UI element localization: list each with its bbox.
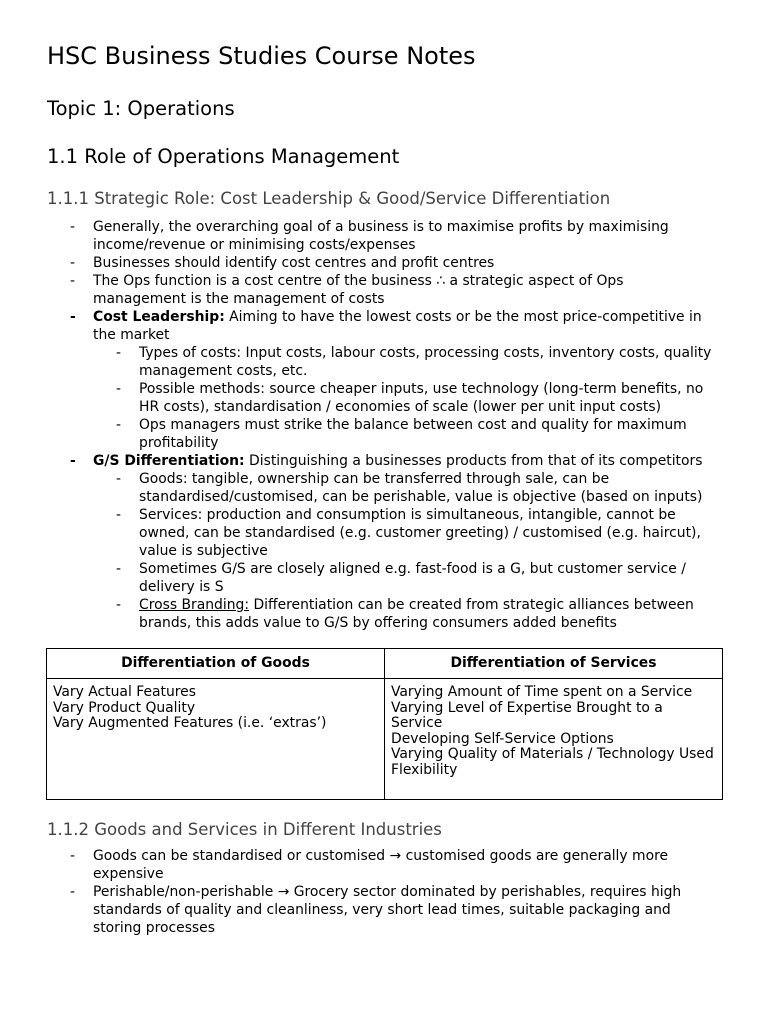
bullet-label: Cross Branding: bbox=[139, 597, 250, 613]
sub-bullet-item bbox=[0, 416, 721, 452]
sub-bullet-item bbox=[0, 560, 721, 596]
sub-bullet-item bbox=[0, 344, 721, 380]
bullet-text: Differentiation can be created from strategic alliances between brands, this adds value to G/S by offering consumers added benefits bbox=[139, 597, 694, 631]
table-cell-line: Vary Actual Features bbox=[53, 684, 196, 700]
bullet-text: Generally, the overarching goal of a business is to maximise profits by maximising income/revenue or minimising costs/expenses bbox=[93, 219, 669, 253]
bullet-dash: - bbox=[70, 453, 76, 469]
bullet-item bbox=[0, 847, 719, 883]
bullet-dash: - bbox=[70, 255, 76, 271]
document-title: HSC Business Studies Course Notes bbox=[47, 42, 476, 70]
bullet-dash: - bbox=[116, 561, 122, 577]
subsection-heading-strategic-role: 1.1.1 Strategic Role: Cost Leadership & Good/Service Differentiation bbox=[47, 189, 611, 208]
differentiation-table bbox=[46, 648, 723, 800]
bullet-text: Businesses should identify cost centres and profit centres bbox=[93, 255, 495, 271]
bullet-text: Goods: tangible, ownership can be transferred through sale, can be standardised/customised, can be perishable, value is objective (based on inputs) bbox=[139, 471, 703, 505]
bullet-dash: - bbox=[116, 345, 122, 361]
bullet-text: Sometimes G/S are closely aligned e.g. fast-food is a G, but customer service / delivery is S bbox=[139, 561, 686, 595]
table-header-goods: Differentiation of Goods bbox=[47, 649, 385, 679]
table-header-services: Differentiation of Services bbox=[385, 649, 723, 679]
bullet-label: G/S Differentiation: bbox=[93, 453, 245, 469]
bullet-text: Perishable/non-perishable → Grocery sector dominated by perishables, requires high standards of quality and cleanliness, very short lead times, suitable packaging and storing processes bbox=[93, 884, 682, 936]
table-row bbox=[47, 679, 723, 800]
topic-heading: Topic 1: Operations bbox=[47, 97, 235, 120]
bullet-text: Services: production and consumption is simultaneous, intangible, cannot be owned, can be standardised (e.g. customer greeting) / customised (e.g. haircut), value is subjective bbox=[139, 507, 701, 559]
bullet-item bbox=[0, 272, 719, 308]
bullet-dash: - bbox=[70, 309, 76, 325]
table-cell-line: Vary Product Quality bbox=[53, 699, 196, 716]
sub-bullet-item bbox=[0, 380, 721, 416]
table-header-row bbox=[47, 649, 723, 679]
sub-bullet-item-cross-branding bbox=[0, 596, 721, 632]
table-cell-line: Developing Self-Service Options bbox=[391, 730, 614, 747]
bullet-text: Aiming to have the lowest costs or be the most price-competitive in the market bbox=[93, 309, 702, 343]
bullet-text: Possible methods: source cheaper inputs, use technology (long-term benefits, no HR costs), standardisation / economies of scale (lower per unit input costs) bbox=[139, 381, 704, 415]
bullet-text: Types of costs: Input costs, labour costs, processing costs, inventory costs, quality management costs, etc. bbox=[139, 345, 712, 379]
bullet-item bbox=[0, 883, 719, 937]
section-heading: 1.1 Role of Operations Management bbox=[47, 145, 400, 168]
bullet-dash: - bbox=[70, 219, 76, 235]
bullet-dash: - bbox=[70, 884, 76, 900]
bullet-dash: - bbox=[116, 381, 122, 397]
bullet-text: Ops managers must strike the balance between cost and quality for maximum profitability bbox=[139, 417, 687, 451]
bullet-dash: - bbox=[116, 597, 122, 613]
subsection-heading-goods-services-industries: 1.1.2 Goods and Services in Different Industries bbox=[47, 820, 442, 839]
table-cell-line: Varying Quality of Materials / Technology Used bbox=[391, 746, 714, 762]
table-cell-line: Flexibility bbox=[391, 761, 458, 778]
bullet-text: Goods can be standardised or customised → customised goods are generally more expensive bbox=[93, 848, 669, 882]
bullet-text: The Ops function is a cost centre of the business ∴ a strategic aspect of Ops management is the management of costs bbox=[93, 273, 624, 307]
bullet-label: Cost Leadership: bbox=[93, 309, 225, 325]
bullet-dash: - bbox=[116, 471, 122, 487]
bullet-item bbox=[0, 218, 719, 254]
bullet-dash: - bbox=[116, 417, 122, 433]
bullet-dash: - bbox=[70, 273, 76, 289]
bullet-text: Distinguishing a businesses products from that of its competitors bbox=[244, 453, 703, 469]
bullet-item-cost-leadership bbox=[0, 308, 719, 344]
bullet-dash: - bbox=[116, 507, 122, 523]
table-cell-line: Vary Augmented Features (i.e. ‘extras’) bbox=[53, 715, 327, 731]
table-cell-services bbox=[385, 679, 723, 800]
table-cell-goods bbox=[47, 679, 385, 800]
industries-bullet-list bbox=[0, 847, 768, 937]
bullet-item bbox=[0, 254, 719, 272]
sub-bullet-item bbox=[0, 470, 721, 506]
sub-bullet-item bbox=[0, 506, 721, 560]
bullet-item-gs-differentiation bbox=[0, 452, 719, 470]
table-cell-line: Varying Amount of Time spent on a Service bbox=[391, 684, 693, 700]
table-cell-line: Varying Level of Expertise Brought to a Service bbox=[391, 699, 663, 731]
bullet-dash: - bbox=[70, 848, 76, 864]
strategic-role-bullet-list bbox=[0, 218, 768, 632]
